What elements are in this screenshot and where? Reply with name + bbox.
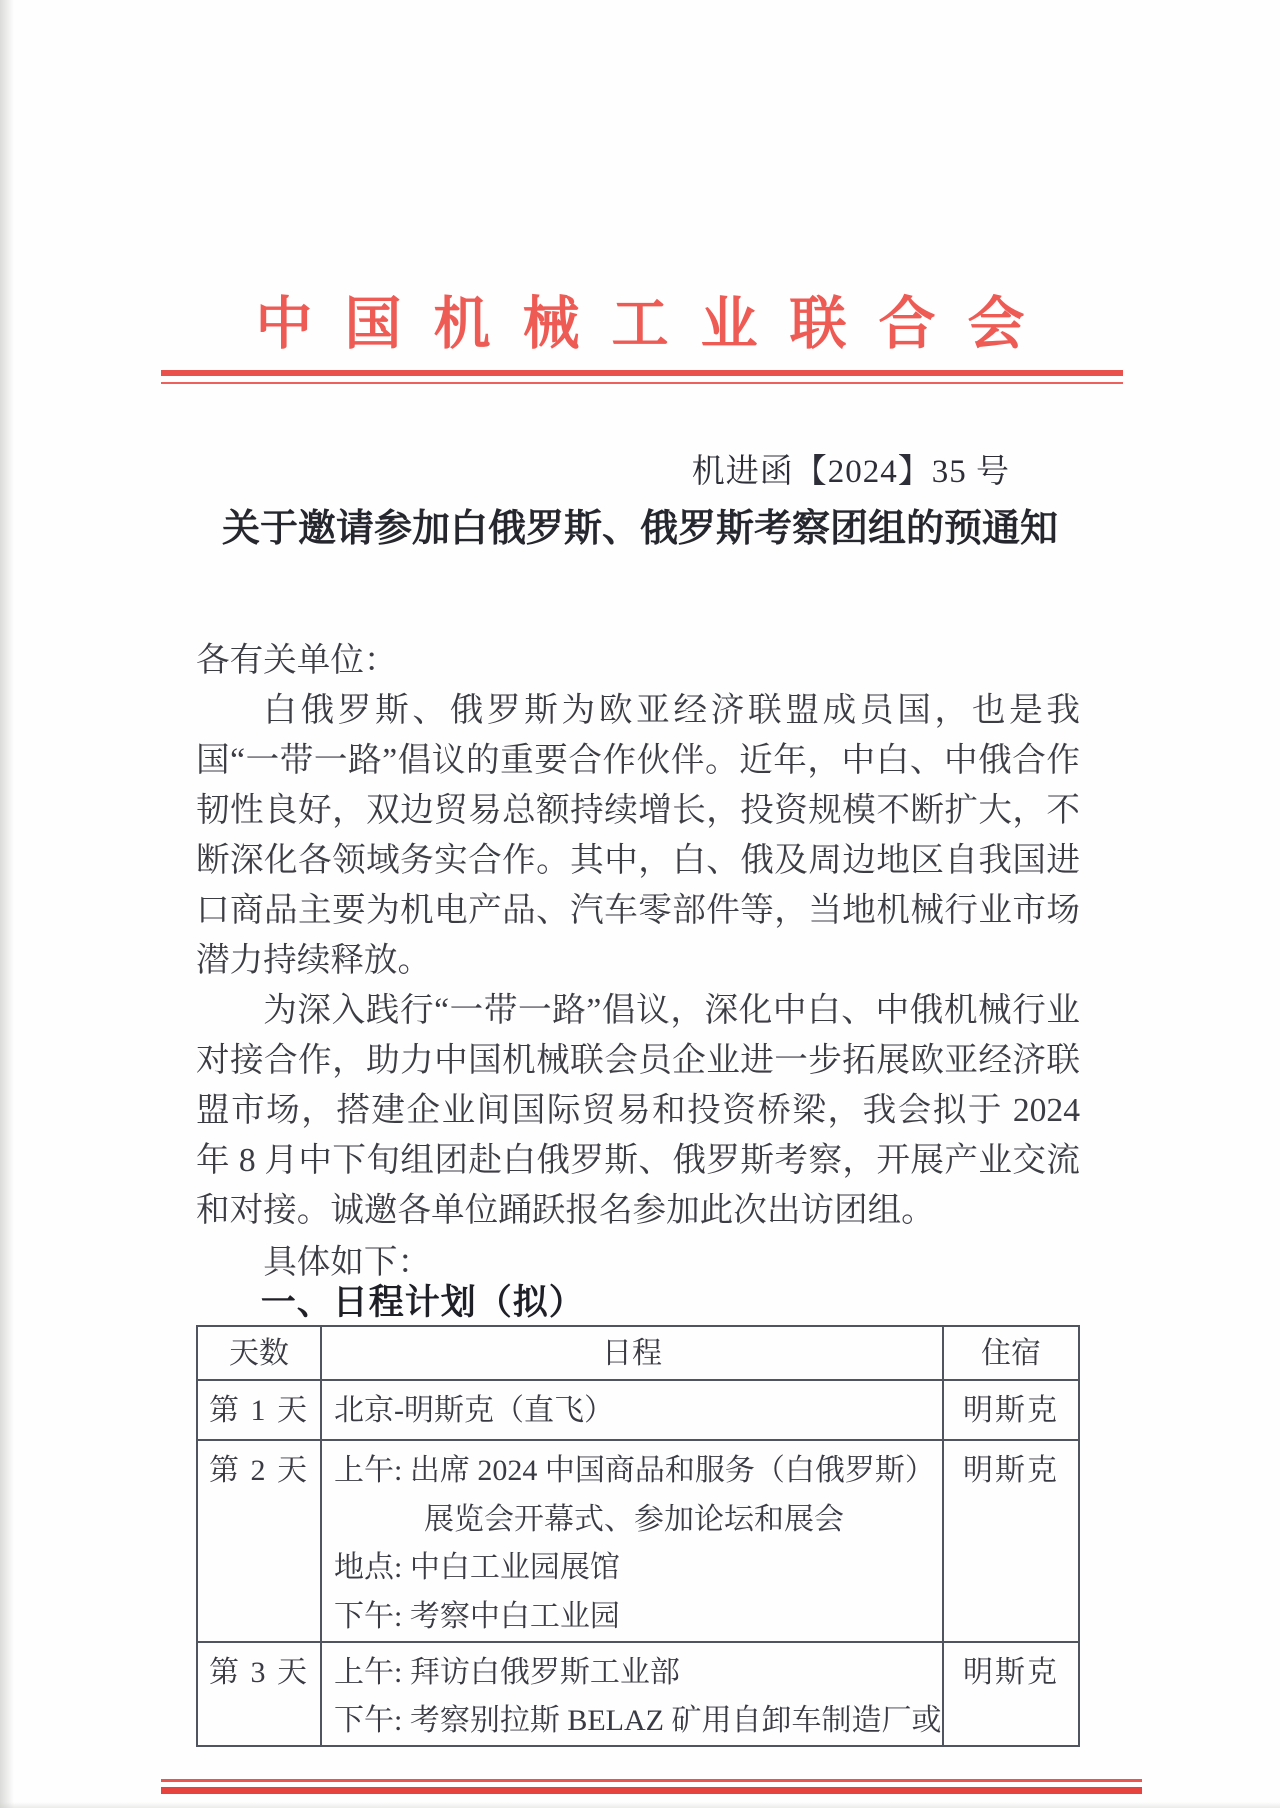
day1-stay: 明斯克 (943, 1380, 1079, 1440)
scan-edge-shading-bottom (0, 1802, 1280, 1808)
letterhead-rule-thick (161, 370, 1123, 376)
table-row-day1 (197, 1380, 1079, 1440)
day2-schedule-line: 上午: 出席 2024 中国商品和服务（白俄罗斯） (334, 1454, 935, 1487)
day3-label: 第 3 天 (197, 1642, 321, 1746)
paragraph-1: 白俄罗斯、俄罗斯为欧亚经济联盟成员国，也是我国“一带一路”倡议的重要合作伙伴。近年，中白、中俄合作韧性良好，双边贸易总额持续增长，投资规模不断扩大，不断深化各领域务实合作。其中，白、俄及周边地区自我国进口商品主要为机电产品、汽车零部件等，当地机械行业市场潜力持续释放。 (196, 692, 1080, 979)
day2-label: 第 2 天 (197, 1440, 321, 1642)
day2-schedule-line: 地点: 中白工业园展馆 (334, 1551, 620, 1584)
footer-rule-thin (161, 1779, 1142, 1782)
day3-stay: 明斯克 (943, 1642, 1079, 1746)
letterhead-org-name: 中国机械工业联合会 (255, 293, 1057, 356)
day2-stay: 明斯克 (943, 1440, 1079, 1642)
day1-schedule (321, 1380, 943, 1440)
schedule-table (196, 1325, 1080, 1747)
body-text (196, 636, 1080, 1236)
day1-label: 第 1 天 (197, 1380, 321, 1440)
salutation: 各有关单位： (196, 642, 398, 679)
day2-schedule-line: 展览会开幕式、参加论坛和展会 (424, 1502, 844, 1536)
table-header-row (197, 1326, 1079, 1380)
table-header-day: 天数 (197, 1326, 321, 1380)
day3-schedule (321, 1642, 943, 1746)
day2-schedule-line: 下午: 考察中白工业园 (334, 1599, 620, 1633)
footer-rule-thick (161, 1787, 1142, 1794)
doc-title: 关于邀请参加白俄罗斯、俄罗斯考察团组的预通知 (221, 508, 1058, 550)
table-header-stay: 住宿 (943, 1326, 1079, 1380)
scan-edge-shading-left (0, 0, 14, 1808)
paragraph-2: 为深入践行“一带一路”倡议，深化中白、中俄机械行业对接合作，助力中国机械联会员企业进一步拓展欧亚经济联盟市场，搭建企业间国际贸易和投资桥梁，我会拟于 2024 年 8 月中下旬组团赴白俄罗斯、俄罗斯考察，开展产业交流和对接。诚邀各单位踊跃报名参加此次出访团组。 (196, 992, 1080, 1229)
day1-schedule-line: 北京-明斯克（直飞） (334, 1394, 614, 1427)
day3-schedule-line: 上午: 拜访白俄罗斯工业部 (334, 1656, 680, 1689)
table-header-schedule: 日程 (321, 1326, 943, 1380)
letterhead-rule-thin (161, 382, 1123, 384)
paragraph-3: 具体如下： (263, 1244, 432, 1281)
day3-schedule-line: 下午: 考察别拉斯 BELAZ 矿用自卸车制造厂或 (334, 1704, 942, 1737)
day2-schedule (321, 1440, 943, 1642)
section-heading: 一、日程计划（拟） (260, 1283, 585, 1322)
table-row-day3 (197, 1642, 1079, 1746)
table-row-day2 (197, 1440, 1079, 1642)
doc-number: 机进函【2024】35 号 (691, 454, 1010, 490)
